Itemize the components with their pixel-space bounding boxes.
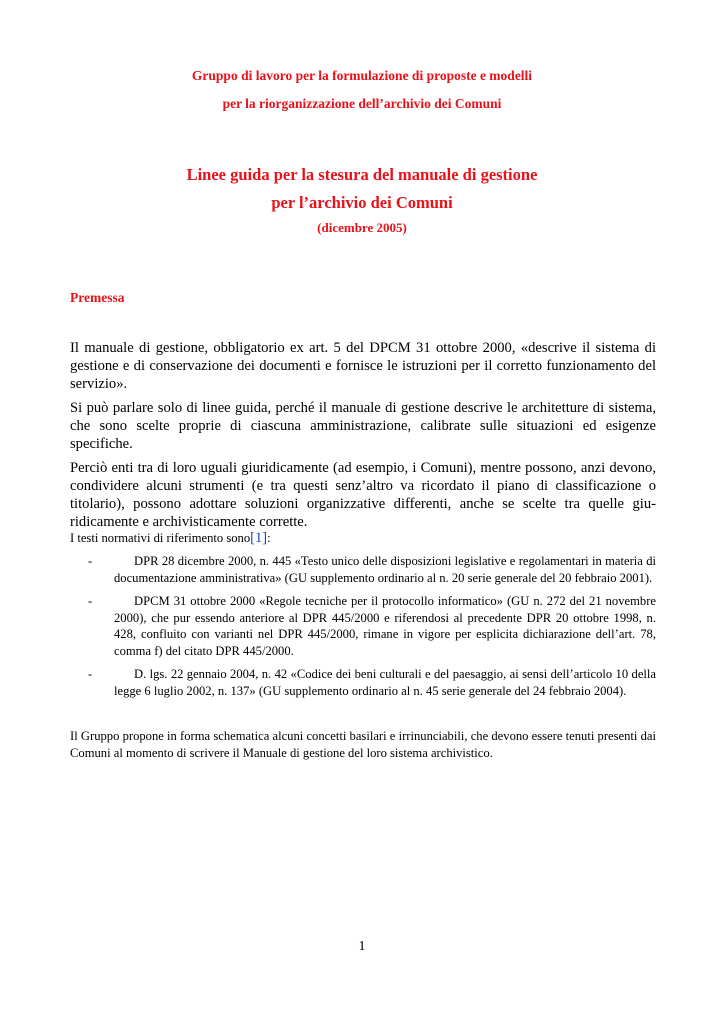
working-group-line-2: per la riorganizzazione dell’archivio dei Comuni bbox=[222, 96, 502, 111]
reference-dpcm-2000: DPCM 31 ottobre 2000 «Regole tecniche per il protocollo informatico» (GU n. 272 del 21 novembre 2000), che pur essendo anteriore al DPR 445/2000 e riferendosi al precedente DPR 20 ottobre 1998, n. 428, confluito con varianti nel DPR 445/2000, rimane in vigore per esplicita dichiarazione dell’art. 78, comma f) del citato DPR 445/2000. bbox=[114, 594, 656, 658]
document-date: (dicembre 2005) bbox=[317, 220, 407, 235]
reference-dlgs-42: D. lgs. 22 gennaio 2004, n. 42 «Codice dei beni culturali e del paesaggio, ai sensi dell’articolo 10 della legge 6 luglio 2002, n. 137» (GU supplemento ordinario al n. 45 serie generale del 24 febbraio 2004). bbox=[114, 667, 656, 698]
list-item bbox=[88, 666, 656, 699]
references-intro-text: I testi normativi di riferimento sono bbox=[70, 531, 251, 545]
references-intro bbox=[70, 530, 271, 547]
references-list bbox=[88, 553, 656, 706]
list-item bbox=[88, 593, 656, 659]
dash-bullet: - bbox=[88, 594, 93, 608]
dash-bullet: - bbox=[88, 554, 93, 568]
working-group-title bbox=[0, 62, 724, 118]
paragraph-1: Il manuale di gestione, obbligatorio ex art. 5 del DPCM 31 ottobre 2000, «descrive il sistema di gestione e di conservazione dei documenti e fornisce le istruzioni per il corretto funzionamento del servizio». bbox=[70, 340, 656, 392]
document-title-line-2: per l’archivio dei Comuni bbox=[271, 193, 453, 212]
closing-paragraph: Il Gruppo propone in forma schematica alcuni concetti basilari e irrinunciabili, che devono essere tenuti presenti dai Comuni al momento di scrivere il Manuale di gestione del loro sistema archivistico. bbox=[70, 729, 656, 760]
premessa-body bbox=[70, 339, 656, 537]
document-title bbox=[0, 161, 724, 217]
footnote-link[interactable]: [1] bbox=[250, 530, 268, 546]
document-title-line-1: Linee guida per la stesura del manuale di gestione bbox=[186, 165, 538, 184]
working-group-line-1: Gruppo di lavoro per la formulazione di proposte e modelli bbox=[191, 68, 533, 83]
references-intro-end: : bbox=[267, 531, 271, 545]
dash-bullet: - bbox=[88, 667, 93, 681]
section-heading-premessa: Premessa bbox=[70, 290, 125, 305]
paragraph-2: Si può parlare solo di linee guida, perché il manuale di gestione descrive le architetture di sistema, che sono scelte proprie di ciascuna amministrazione, calibrate sulle situazioni ed esigenze specifiche. bbox=[70, 400, 656, 452]
paragraph-3: Perciò enti tra di loro uguali giuridicamente (ad esempio, i Comuni), mentre possono, anzi devono, condividere alcuni strumenti (e tra questi senz’altro va ricordato il piano di classificazione o titolario), possono adottare soluzioni organizzative differenti, anche se scelte tra quelle giu-ridicamente e archivisticamente corrette. bbox=[70, 460, 656, 530]
page-number: 1 bbox=[358, 939, 366, 954]
list-item bbox=[88, 553, 656, 586]
reference-dpr-445: DPR 28 dicembre 2000, n. 445 «Testo unico delle disposizioni legislative e regolamentari in materia di documentazione amministrativa» (GU supplemento ordinario al n. 20 serie generale del 20 febbraio 2001). bbox=[114, 554, 656, 585]
